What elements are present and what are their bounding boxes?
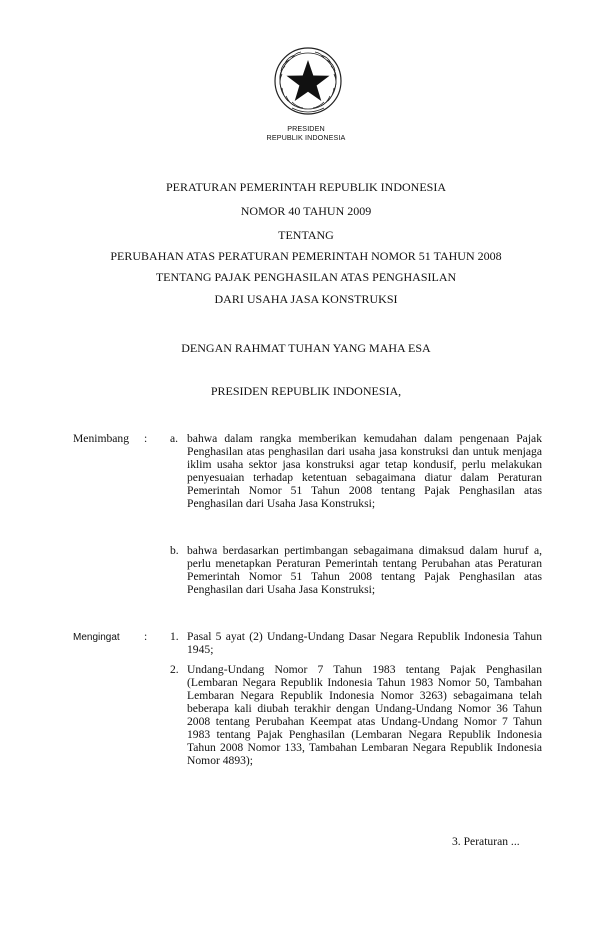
list-marker: 2. <box>170 663 179 676</box>
list-item-text: bahwa berdasarkan pertimbangan sebagaimana dimaksud dalam huruf a, perlu menetapkan Peraturan Pemerintah tentang Perubahan atas Peraturan Pemerintah Nomor 51 Tahun 2008 tentang Pajak Penghasilan atas Penghasilan dari Usaha Jasa Konstruksi; <box>187 544 542 596</box>
mengingat-label: Mengingat <box>73 632 120 643</box>
menimbang-label: Menimbang <box>73 432 130 445</box>
mengingat-colon: : <box>144 630 148 643</box>
menimbang-colon: : <box>144 432 148 445</box>
list-marker: b. <box>170 544 179 557</box>
regulation-subject-line3: DARI USAHA JASA KONSTRUKSI <box>214 292 398 306</box>
menimbang-item-a <box>170 432 542 510</box>
continuation-marker: 3. Peraturan ... <box>452 835 520 848</box>
regulation-subject-line1: PERUBAHAN ATAS PERATURAN PEMERINTAH NOMOR 51 TAHUN 2008 <box>110 249 502 263</box>
regulation-subject-line2: TENTANG PAJAK PENGHASILAN ATAS PENGHASILAN <box>155 270 457 284</box>
list-marker: 1. <box>170 630 179 643</box>
issuer-line: PRESIDEN REPUBLIK INDONESIA, <box>210 384 402 398</box>
list-item-text: Undang-Undang Nomor 7 Tahun 1983 tentang Pajak Penghasilan (Lembaran Negara Republik Indonesia Tahun 1983 Nomor 50, Tambahan Lembaran Negara Republik Indonesia Nomor 3263) sebagaimana telah beberapa kali diubah terakhir dengan Undang-Undang Nomor 36 Tahun 2008 tentang Perubahan Keempat atas Undang-Undang Nomor 7 Tahun 1983 tentang Pajak Penghasilan (Lembaran Negara Republik Indonesia Tahun 2008 Nomor 133, Tambahan Lembaran Negara Republik Indonesia Nomor 4893); <box>187 663 542 767</box>
garuda-emblem-icon <box>268 44 348 120</box>
mengingat-item-1 <box>170 630 542 656</box>
list-item-text: bahwa dalam rangka memberikan kemudahan dalam pengenaan Pajak Penghasilan atas penghasilan dari usaha jasa konstruksi dan untuk menjaga iklim usaha sektor jasa konstruksi agar tetap kondusif, perlu melakukan penyesuaian terhadap ketentuan sebagaimana diatur dalam Peraturan Pemerintah Nomor 51 Tahun 2008 tentang Pajak Penghasilan atas Penghasilan dari Usaha Jasa Konstruksi; <box>187 432 542 510</box>
regulation-title: PERATURAN PEMERINTAH REPUBLIK INDONESIA <box>165 180 447 194</box>
seal-caption-president: PRESIDEN <box>287 124 325 133</box>
list-marker: a. <box>170 432 179 445</box>
mengingat-item-2 <box>170 663 542 767</box>
regulation-about: TENTANG <box>278 228 334 242</box>
list-item-text: Pasal 5 ayat (2) Undang-Undang Dasar Negara Republik Indonesia Tahun 1945; <box>187 630 542 656</box>
regulation-number: NOMOR 40 TAHUN 2009 <box>240 204 372 218</box>
menimbang-item-b <box>170 544 542 596</box>
blessing-line: DENGAN RAHMAT TUHAN YANG MAHA ESA <box>181 341 431 355</box>
seal-caption-republic: REPUBLIK INDONESIA <box>266 133 346 142</box>
